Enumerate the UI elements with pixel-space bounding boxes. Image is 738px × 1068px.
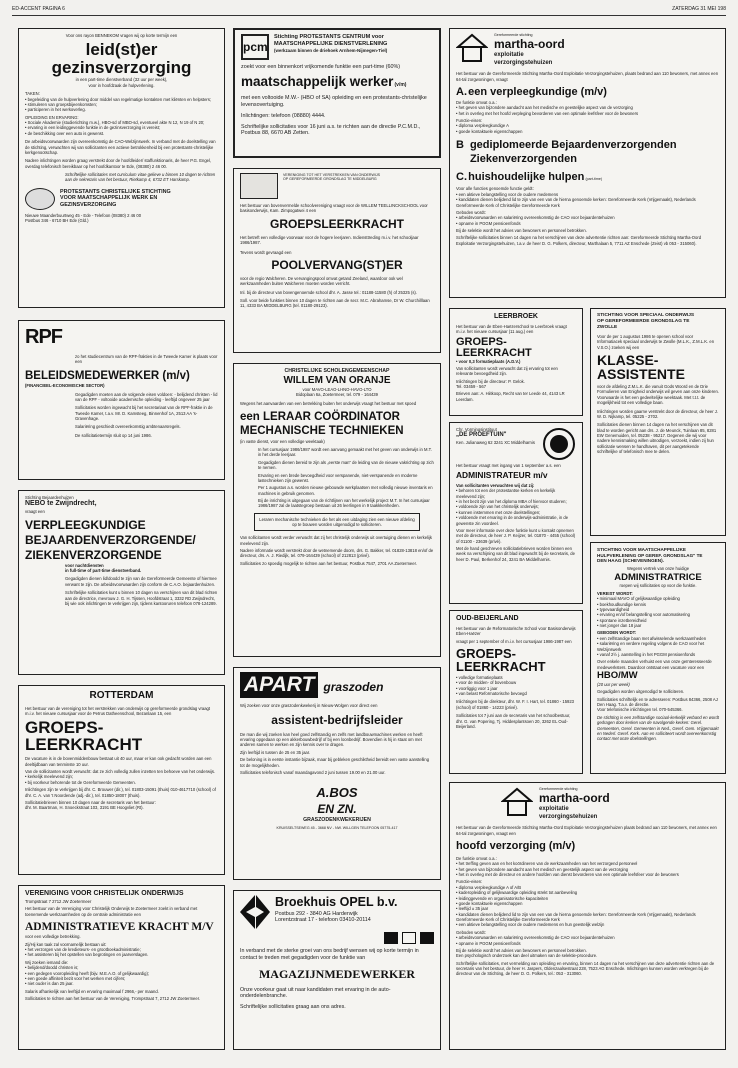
ad-paragraph: Van sollicitanten wordt verder verwacht dat zij het christelijk onderwijs uit overtuiging dienen en kerkelijk meelevend zijn. — [240, 535, 432, 546]
org-name: Gereformeerde stichting — [539, 787, 578, 791]
ad-paragraph: Geboden wordt: — [456, 209, 486, 215]
org-name-2: „DE PROEFTUIN" — [456, 432, 507, 439]
list-item: • typevaardigheid — [597, 607, 719, 612]
list-item: • arbeidsvoorwaarden en salariëring overeenkomstig de CAO voor bejaardentehuizen — [456, 935, 719, 940]
ad-paragraph: Voor alle functies genoemde functie geldt: — [456, 186, 534, 192]
ad-paragraph: Bij de selektie wordt het advies van bewoners en personeel betrokken. — [456, 228, 587, 234]
ad-paragraph: Het bestuur van de vereniging tot het verstrekken van onderwijs op gereformeerde grondslag vraagt m.i.v. het nieuwe cursusjaar voor de Petrus Datheenschool, Bezanlaan 15, een — [25, 705, 211, 716]
ad-leidster-gezinsverzorging — [18, 28, 225, 308]
ad-big: hoofd verzorging (m/v) — [456, 840, 576, 853]
org-name: Gereformeerde stichting — [494, 33, 533, 37]
list-item: • een aktieve belangstelling voor de oudere medemens — [456, 192, 719, 197]
section-sub: (part-time) — [585, 176, 603, 181]
ad-big: ADMINISTRATEUR m/v — [456, 470, 548, 481]
ad-big-suffix: (v/m) — [394, 81, 407, 88]
ad-paragraph: Sollicitaties schriftelijk en te adresseren: Postbus 84366, 2508 AJ Den Haag. T.a.v. de directie. — [597, 696, 718, 708]
ad-paragraph: Het bestuur vraagt met ingang van 1 september a.s. een — [456, 463, 561, 468]
ad-big-2: LEERKRACHT — [456, 658, 546, 674]
org-name: STICHTING VOOR MAATSCHAPPELIJKE — [597, 547, 686, 552]
ad-big: GROEPS- — [456, 645, 516, 661]
ad-title: BELEIDSMEDEWERKER (m/v) — [25, 369, 190, 382]
list-item: • kaderopleiding of gelijkwaardige opleiding strekt tot aanbeveling — [456, 890, 719, 895]
list-item: • leeftijd ± 35 jaar — [456, 906, 719, 911]
ad-paragraph: Bij de selektie wordt het advies van bewoners en personeel betrokken. — [456, 947, 587, 953]
ad-paragraph: De man die wij zoeken kan heel goed zelfstandig en zelfs met landbouwmachines werken en heeft ervaring opgedaan op een akkerbouwbedrijf of bij een loonbedrijf. Bovendien is hij in staat om met anderen samen te werken en zijn kennis over te dragen. — [240, 731, 423, 748]
ad-paragraph: voor een volledige betrekking. — [25, 934, 81, 940]
house-icon — [501, 787, 533, 817]
ad-intro: Voor ons rayon BENNEKOM vragen wij op korte termijn een — [65, 33, 178, 38]
ad-paragraph: Het bestuur van de Gereformeerde Stichting Martha-Oord Exploitatie Verzorgingstehuizen, plaats bedrand aan 110 bewoners, met annex een 64-tal zorgwoningen, vraagt — [456, 71, 719, 82]
ad-broekhuis-opel — [233, 890, 441, 1050]
ad-paragraph: Nadere informatie wordt verstrekt door de wetnemende doorn, drs. G. Bakker, tel. 01828-13818 en/of de directeur, drs. A. J. Riedijk, tel. 079-164439 (school) of 212813 (privé). — [240, 548, 434, 559]
org-name-3: exploitatie — [494, 52, 524, 59]
list-item: • diploma verpleegkundige A — [456, 123, 719, 128]
list-item: • voor 0,3 formatieplaats (A.D.V.) — [456, 359, 576, 364]
ad-paragraph: Inlichtingen zijn te verkrijgen bij dhr. C. Brouwer (dir.), tel. 01803-15091 (thuis) 010-4617710 (school) of dhr. C. A. van 't Noordende (adj.-dir.), tel. 01850-18007 (thuis). — [25, 787, 216, 798]
list-item: • opname in PGGM pensioenfonds — [456, 941, 719, 946]
section-label: GEBODEN WORDT: — [597, 630, 637, 636]
ad-oud-beijerland — [449, 610, 583, 774]
list-item: • arbeidsvoorwaarden en salariëring overeenkomstig de CAO voor bejaardentehuizen — [456, 215, 719, 220]
ad-paragraph: Nadere inlichtingen worden graag verstrekt door de hoofdleider/ staffunktionaris, de heer P.G. Engel, overdag telefonisch bereikbaar op het hoofdkantoor te Ede, (08380) 2 46 00. — [25, 158, 212, 169]
ad-paragraph: zoekt voor een binnenkort vrijkomende funktie een part-time (60%) — [241, 64, 401, 70]
ad-paragraph: Het bestuur van bovenvermelde schoolvereniging vraagt voor de WILLEM TEELLINCKSCHOOL voor basisonderwijs, Kam. Zimpogatwei 4 een — [240, 203, 428, 214]
ad-sub: (in vaste dienst, voor een volledige weektaak) — [240, 438, 325, 444]
org-address-2: Lorentzstraat 17 - telefoon 03410-20114 — [275, 917, 371, 924]
ad-paragraph: De beloning is in eerste instantie bijzaak, maar bij gebleken geschiktheid bereidt een vaste aanstelling tot de mogelijkheden. — [240, 757, 430, 768]
ad-title: ROTTERDAM — [89, 690, 154, 701]
list-item: • diploma verpleegkundige A of A/B — [456, 885, 719, 890]
ad-paragraph: Sollicitaties worden ingewacht bij het secretariaat van de RPF-fraktie in de Tweede Kamer, t.a.v. Mr. D. Kamsteeg, Binnenhof 1A, 2513 AA 's-Gravenhage. — [75, 405, 213, 421]
list-item: • boekhoudkundige kennis — [597, 602, 719, 607]
ad-vvo-middelburg — [233, 168, 441, 353]
ad-paragraph: Met de hand geschreven sollicitatiebrieven worden binnen een week na verschijning van dit blad ingewacht bij de secretaris, de heer D. Paul, Berkenhof 24, 3241 BA Middelharnis. — [456, 546, 575, 562]
list-item: • goede kontaktuele eigenschappen — [456, 129, 719, 134]
ad-paragraph: Gegadigden dienen bereid te zijn als „eerste man" de leiding van de nieuwe vakrichting op zich te nemen. — [258, 459, 434, 471]
list-item: • van belast Reformatorische bevoegd — [456, 691, 576, 696]
ad-paragraph: Zij/Hij kan taak zal voornamelijk bestaan uit: — [25, 941, 107, 947]
list-item: • volledige formatieplaats — [456, 675, 576, 680]
list-item: • leidinggevende en organisatorische kapaciteiten — [456, 896, 719, 901]
vvo-logo — [240, 173, 278, 199]
ad-paragraph: Wegens vertrek van onze huidige — [626, 566, 690, 572]
taken-item: • begeleiding van de hulpverlening door middel van regelmatige kontakten met kliënten en helpsters; — [25, 97, 218, 102]
house-icon — [456, 33, 488, 63]
ad-paragraph: Sollicitatiebrieven binnen 10 dagen naar de secretaris van het bestuur: — [25, 799, 156, 805]
ad-paragraph: Sollicitaties dienen binnen 14 dagen na het verschijnen van dit blad te worden gericht aan drs. J. de Meunck, Tuinlaan 85, 8281 EW Genemuiden, tel. 05238 - 95217. Degenen die wij voor nadere kennismaking willen uitnodigen, verzoekt, indien zij hun sollicitatie wensen te handhaven, dit per aangetekende schriftelijke of telefonisch mee te delen. — [597, 422, 717, 455]
ad-vco-zoetermeer — [18, 885, 225, 1050]
ad-paragraph: Sollicitaties zo spoedig mogelijk te richten aan het bestuur, Postbus 7547, 2701 AA Zoetermeer. — [240, 560, 417, 566]
ad-paragraph: De sollicitatietermijn sluit op 14 juni 1986. — [75, 432, 152, 438]
ad-pcm — [233, 28, 441, 158]
list-item: • het in overleg met het hoofd verpleging bevorderen van een optimale leefsfeer voor de bewoners — [456, 111, 719, 116]
ad-paragraph: Voor telefonische inlichtingen tel. 070-545366. — [597, 707, 683, 713]
ad-paragraph: In verband met de sterke groei van ons bedrijf wensen wij op korte termijn in contact te treden met gegadigden voor de funktie van — [240, 948, 419, 961]
list-item: • een aktieve belangstelling voor de oudere medemens en hun geestelijk welzijn — [456, 922, 719, 927]
pcm-logo: pcm — [241, 34, 269, 60]
org-name-2: HULPVERLENING OP GEREF. GRONDSLAG" TE — [597, 552, 703, 558]
section-title: huishoudelijke hulpen — [468, 170, 585, 183]
opl-item: • de beschikking over een auto is gewenst. — [25, 131, 218, 136]
ad-big: ADMINISTRATRICE — [614, 571, 702, 583]
ad-paragraph: Schriftelijke sollicitaties met curriculum vitae gelieve u binnen 10 dagen te richten aan de sekretaris van het bestuur, Rietkamp 4, 6732 ET Harskamp. — [65, 172, 216, 183]
org-name-3: ZWOLLE — [597, 324, 618, 330]
org-name: Chr. Vormingsinstituut — [456, 427, 497, 432]
opl-label: OPLEIDING EN ERVARING: — [25, 114, 79, 120]
ad-big-2: LEERKRACHT — [25, 735, 143, 755]
proeftuin-logo — [542, 427, 576, 461]
ad-paragraph: Salaris afhankelijk van leeftijd en ervaring maximaal f 2966,- per maand. — [25, 988, 159, 994]
ad-paragraph: Brieven aan: A. Hiitkoop, Recht van ter Leede 44, 4143 LR Leerdam. — [456, 391, 565, 402]
list-item: • het geven van bijzondere aandacht aan het medisch en geestelijk aspect van de verzorging — [456, 867, 719, 872]
org-name: VERENIGING TOT HET VERSTREKKEN VAN ONDERWIJS — [283, 173, 381, 177]
org-name-3: exploitatie — [539, 806, 569, 813]
ad-paragraph: Schriftelijke sollicitaties kunt u binnen 10 dagen na verschijnen van dit blad richten aan de directrice, mevrouw J. G. H. Tijssen, Hoofdstraat 1, 3332 RD Zwijndrecht, bij wie ook inlichtingen te verkrijgen zijn, tijdens kantooruren telefoon 078-124289. — [65, 590, 218, 606]
ad-paragraph: Voor de per 1 augustus 1986 te openen school voor Informatiacek speciaal onderwijs te Zwolle (M.L.K., Z.M.L.K. en V.S.O.) zoeken wij een — [597, 333, 715, 350]
ad-paragraph: Het betreft een volledige voorwaar voor de hogere leerjaren. Indiensttreding m.i.v. het schooljaar 1986/1987. — [240, 234, 419, 246]
list-item: • ervaring en/of belangstelling voor automatisering — [597, 612, 719, 617]
ad-leerbroek — [449, 308, 583, 416]
ad-paragraph: vraagt per 1 september of m.i.v. het cursusjaar 1986-1987 een — [456, 638, 572, 644]
taken-item: • participeren in het werkoverleg. — [25, 107, 218, 112]
ad-paragraph: Inlichtingen worden gaarne verstrekt door de directeur, de heer J. W. D. Nijkamp, tel. 05225 - 2702. — [597, 408, 719, 419]
section-label: VEREIST WORDT: — [597, 590, 633, 596]
list-item: • voldoende met ervaring in de onderwijs-administratie, in de gewenste zin voordeel. — [456, 515, 576, 526]
ad-title: LEERBROEK — [494, 313, 538, 320]
ad-paragraph: Schriftelijke sollicitaties binnen 14 dagen na het verschijnen van deze advertentie richten aan: Gereformeerde Stichting Martha-Oord Exploitatie Verzorgingstehuizen, t.a.v. de heer D. G. Polkers, directeur, Marthalaan 5, 7711 AZ Enschede (Zeist) vb 053 - 315060). — [456, 235, 702, 246]
ad-big: maatschappelijk werker — [241, 73, 394, 89]
ad-big-2: POOLVERVANG(ST)ER — [271, 257, 403, 272]
ad-apart-graszoden — [233, 667, 441, 880]
list-item: • salariëring en verdere regeling volgens de CAO voor het Welzijnswerk — [597, 641, 719, 652]
ad-paragraph: Wij zoeken voor onze graszodenkwekerij in Nieuw-Wolgen voor direct een — [240, 703, 378, 709]
list-item: • opname in PGGM pensioenfonds — [456, 221, 719, 226]
ad-paragraph: In het cursusjaar 1986/1987 wordt een aanvang gemaakt met het geven van onderwijs in M.T. in het derde leerjaar. — [258, 447, 432, 458]
ad-paragraph: Van sollicitanten verwachten wij dat zij: — [456, 482, 535, 488]
org-name-2: NEBO te Zwijndrecht, — [25, 500, 97, 508]
ad-paragraph: Van sollicitanten wordt verwacht dat zij ervaring tot een relevante bevoegdheid zijn. — [456, 365, 558, 377]
ad-big-2: LEERKRACHT — [456, 346, 532, 359]
rpf-logo: RPF — [25, 326, 62, 348]
ad-big: assistent-bedrijfsleider — [271, 712, 403, 727]
org-name-2: VOOR MAATSCHAPPELIJK WERK EN — [60, 195, 158, 202]
ad-big: GROEPS- — [25, 718, 104, 738]
ad-paragraph: Wegens het aanvaarden van een betrekking buiten het onderwijs vraagt het bestuur met spoed — [240, 400, 417, 406]
page-header — [12, 6, 726, 16]
ad-title: leid(st)er — [85, 40, 158, 60]
ad-paragraph: Wij zoeken iemand die: — [25, 959, 69, 965]
ad-paragraph: Inlichtingen: telefoon (08880) 4444. — [241, 112, 326, 119]
org-name-4: verzorgingstehuizen — [539, 813, 598, 820]
ad-paragraph: De funktie omvat o.a.: — [456, 855, 497, 861]
ad-paragraph: Inlichtingen bij de directeur: P. Gelok. — [456, 378, 525, 384]
list-item: • voldoende zijn van het christelijk onderwijs; — [456, 504, 576, 509]
org-name-2: WILLEM VAN ORANJE — [283, 374, 391, 386]
ad-title: OUD-BEIJERLAND — [456, 615, 519, 622]
ad-big-2: ASSISTENTE — [597, 366, 685, 383]
list-item: • het verzorgen van de kredieteurs- en grootboekadministratie; — [25, 947, 218, 952]
opl-item: • Sociale Akademie (studierichting m.w.), HBO-sd of MBO-sd, eventueel akte N 12, N 19 of N 20; — [25, 120, 218, 125]
ad-highlight-box: Leraren mechanische technieken die het als een uitdaging zien een nieuwe afdeling op te bouwen worden uitgenodigd te solliciteren. — [254, 513, 420, 532]
header-left: ED-ACCENT PAGINA 6 — [12, 6, 65, 12]
ad-big: GROEPSLEERKRACHT — [269, 216, 404, 231]
bos-logo: A.BOS — [316, 785, 358, 801]
ad-paragraph: Functie-eisen: — [456, 879, 483, 885]
ad-paragraph: Per 1 augustus a.s. worden nieuwe gebouwde werkplaatsen met volledig nieuwe inventaris en machines in gebruik genomen. — [258, 485, 433, 496]
ad-paragraph: De stichting is een zelfstandige sociaal-kerkelijk verband en wordt gedragen door kerken van de navolgende kerken: Gerel. Gemeenten, Gerel. Gemeenten in Ned., Geref. Gem. Vrijgemaakt en Nederl. Geref. Kerk. Aan en solliciteert wordt overeenkomstig contact met onze doelstellingen. — [597, 714, 719, 742]
list-item: • bij voorkeur behorende tot de Gereformeerde Gemeenten. — [25, 780, 218, 785]
ad-paragraph: Het bestuur van de Reformatorische School voor Basisonderwijs Eben-Haëzer — [456, 625, 576, 637]
org-address: Bidoplaan 6a, Zoetermeer, tel. 079 - 164439 — [296, 392, 378, 398]
ad-zwolle — [590, 308, 726, 536]
list-item: • het in overleg met de directeur en andere hoofden van dienst bevorderen van een optimale leefsfeer voor de bewoners — [456, 872, 719, 877]
ad-big: een LERAAR COÖRDINATOR — [240, 410, 400, 423]
ad-paragraph: Van de sollicitanten wordt verwacht: dat ze zich volledig zullen inzetten ten behoeve van het onderwijs. — [25, 769, 216, 774]
list-item: • minimaal MAVO of gelijkwaardige opleiding — [597, 596, 719, 601]
org-address-2: Postbus 346 - 6710 BH Ede (Gld.) — [25, 218, 89, 224]
list-item: • niet ouder is dan 25 jaar. — [25, 981, 218, 986]
ad-line: vraagt een — [25, 509, 45, 515]
org-name: Stichting PROTESTANTS CENTRUM voor — [274, 34, 384, 40]
ad-scheveningen — [590, 542, 726, 774]
list-item: • het assisteren bij het opstellen van begrotingen en jaarverslagen. — [25, 952, 218, 957]
org-name-3: (werkzaam binnen de driehoek Arnhem-Nijmegen-Tiel) — [274, 47, 388, 53]
ad-paragraph: Functie-eisen: — [456, 118, 483, 124]
org-name-4: verzorgingstehuizen — [494, 59, 553, 66]
list-item: • spontane inzetbereidheid — [597, 618, 719, 623]
ad-proeftuin — [449, 422, 583, 604]
ad-paragraph: Inlichtingen bij de direkteur, dhr. W. F. I. Hart, tel. 01860 - 15923 (school) of 01860 - 14223 (privé). — [456, 699, 575, 710]
list-item: • het treffing geven aan en het koördineren van de werkzaamheden van het verzorgend personeel — [456, 861, 719, 866]
list-item: • kerkelijk meelevend zijn; — [25, 774, 218, 779]
ad-paragraph: Onze voorkeur gaat uit naar kandidaten met ervaring in de auto-onderdelenbranche. — [240, 986, 391, 1000]
list-item: • een gedegen vooropleiding heeft (bijv. M.E.A.O. of gelijkwaardig); — [25, 971, 218, 976]
list-item: • belijdend/doodd christen is; — [25, 965, 218, 970]
org-name: CHRISTELIJKE SCHOLENGEMEENSCHAP — [284, 368, 390, 374]
ad-paragraph: Sollicitaties tot 7 juni aan de secretaris van het schoolbestuur, dhr. G. van Popering, Tj. Hiddesplantsoen 20, 3262 EL Oud-Beijerland. — [456, 713, 571, 729]
ad-paragraph: Gegadigden worden uitgenodigd te solliciteren. — [597, 689, 685, 695]
taken-label: TAKEN: — [25, 91, 40, 97]
ad-paragraph: Het bestuur van de Gereformeerde Stichting Martha-Oord Exploitatie Verzorgingstehuizen plaats bedrand aan 110 bewoners, met annex een 64-tal zorgwoningen, vraagt een — [456, 825, 717, 836]
ad-sub-2: voor in hoofdzaak de hulpverlening. — [88, 82, 155, 88]
ad-rpf — [18, 320, 225, 480]
org-name-2: OP GEREFORMEERDE GRONDSLAG TE MIDDELBURG — [283, 177, 377, 182]
ad-paragraph: Voor meer informatie over deze funktie kunt u kontakt opnemen met de directeur, de heer J. P. Keijzer, tel. 01870 - 4455 (school) of 01100 - 23639 (privé). — [456, 527, 576, 544]
org-name-3: voor MAVO-LEAO-LHNO-HAVO-LTO — [302, 387, 372, 392]
list-item: • kandidaten dienen belijdend lid te zijn van een van de hierna genoemde kerken: Gereformeerde Kerk (Vrijgemaakt), Nederlands Gereformeerde Kerk of Christelijke Gereformeerde Kerk — [456, 912, 719, 923]
opel-logo — [240, 895, 270, 929]
ad-paragraph: Het bestuur van de Vereniging voor Christelijk Onderwijs te Zoetermeer zoekt in verband met toenemende werkzaamheden op de centrale administratie een — [25, 906, 198, 917]
list-item: • vanaf 2½ j. aanstelling in het PGGM pensioenfonds — [597, 652, 719, 657]
list-item: • kandidaten dienen belijdend lid te zijn van een van de hierna genoemde kerken: Gereformeerde Kerk (Vrijgemaakt), Nederlands Gereformeerde Kerk of Christelijke Gereformeerde Kerk — [456, 197, 719, 208]
list-item: • een zelfstandige baan met afwisselende werkzaamheden — [597, 636, 719, 641]
list-item: • voorliggig voor 1 jaar — [456, 686, 576, 691]
ad-sub: in een part-time dienstverband (32 uur per week), — [75, 77, 168, 83]
ad-title-2: gezinsverzorging — [51, 58, 192, 78]
ad-rotterdam — [18, 685, 225, 875]
ad-paragraph: Tevens wordt gevraagd een — [240, 249, 292, 255]
ad-sub-2: in full-time of part-time dienstverband. — [65, 568, 142, 574]
ad-nebo — [18, 490, 225, 675]
section-label: A. — [456, 86, 467, 99]
brand-badge-icon — [402, 932, 416, 944]
ad-big: ADMINISTRATIEVE KRACHT M/V — [25, 920, 214, 933]
opl-item: • ervaring in een leidinggevende funktie in de gezinsverzorging is vereist; — [25, 125, 218, 130]
org-address: Ken. Julianaweg 62 3241 XC Middelharnis — [456, 440, 535, 446]
org-name-2: martha-oord — [494, 37, 565, 52]
header-right: ZATERDAG 31 MEI 198 — [672, 6, 726, 12]
ad-paragraph: Soll. voor beide funkties binnen 10 dagen te richten aan de secr. M.C. Abrahamse, Dr W. Churchilllaan 11, 4333 BA MIDDELBURG (tel. 01180-29123). — [240, 298, 430, 309]
ad-paragraph: De funktie omvat o.a.: — [456, 99, 497, 105]
ad-title: VERENIGING VOOR CHRISTELIJK ONDERWIJS — [25, 890, 184, 897]
ad-paragraph: De vacature is in de bovenmiddenbouw bestaat uit 40 uur, maar er kan ook gedacht worden aan een deeltijdbaan van tenminste 10 uur. — [25, 756, 212, 767]
ad-title-2: BEJAARDENVERZORGENDE/ — [25, 532, 196, 547]
brand-badge-icon — [384, 932, 398, 944]
section-title: gediplomeerde Bejaardenverzorgenden — [469, 139, 677, 152]
org-address: KRUISSELTSEWEG 45 - 3668 NV - NW. WILLGEN TELEFOON 05775-417 — [276, 826, 398, 830]
ad-paragraph: Schriftelijke sollicitaties voor 16 juni a.s. te richten aan de directie P.C.M.D., Postbus 88, 6670 AB Zetten. — [241, 123, 421, 137]
ad-title: VERPLEEGKUNDIGE — [25, 517, 146, 532]
ad-big-2: HBO/MW — [597, 670, 638, 682]
ad-sub: voor nachtdiensten — [65, 562, 104, 568]
ad-big: MAGAZIJNMEDEWERKER — [258, 966, 415, 981]
ad-willem-van-oranje — [233, 363, 441, 657]
ad-martha-oord-1 — [449, 28, 726, 298]
list-item: • voor de midden- of bovenbouw — [456, 680, 576, 685]
org-name-2: martha-oord — [539, 791, 610, 806]
ad-title-3: ZIEKENVERZORGENDE — [25, 547, 162, 562]
list-item: • niet jonger dan 18 jaar — [597, 623, 719, 628]
ad-paragraph: Sollicitaties telefonisch vanaf maandagavond 2 juni tussen 19.00 en 21.00 uur. — [240, 769, 386, 775]
ad-paragraph: De arbeidsvoorwaarden zijn overeenkomstig de CAO-Welzijnswerk. In verband met de doelstelling van de stichting, verwachten wij van sollicitanten een actieve betrokkenheid bij een protestants-christelijke kerkgenootschap. — [25, 139, 216, 155]
org-name: Stichting Bejaardenhuizen — [25, 495, 74, 500]
ad-paragraph: Inl. bij de directeur van bovengenoemde school dhr. A. Jasse tel.: 01188-11580 (h) of 25325 (s). — [240, 289, 417, 295]
ad-paragraph: Gegadigden moeten aan de volgende eisen voldoen: - belijdend christen - lid van de RPF - voltooide academische opleiding - leeftijd ongeveer 25 jaar — [75, 391, 218, 402]
section-title: een verpleegkundige (m/v) — [468, 86, 607, 99]
ad-big-2: MECHANISCHE TECHNIEKEN — [240, 425, 404, 438]
ad-sub: (FINANCIEEL-ECONOMISCHE SECTOR) — [25, 383, 105, 389]
list-item: • kunnen instemmen met onze doelstellingen; — [456, 510, 576, 515]
org-address: Trompstraat 7 2712 JW Zoetermeer — [25, 898, 92, 904]
ad-paragraph: roepen wij sollicitaties op voor die funktie. — [619, 583, 697, 589]
list-item: • in het bezit zijn van het diploma MBA of hiervoor studeren; — [456, 499, 576, 504]
apart-logo-2: graszoden — [323, 680, 384, 694]
taken-item: • stimuleren van groepsbijeenkomsten; — [25, 102, 218, 107]
org-name-3: GEZINSVERZORGING — [60, 202, 117, 209]
bos-logo-3: GRASZODENKWEKERIJEN — [303, 816, 371, 823]
ad-paragraph: dhr. M. Baartman, H. Snoeckstraat 103, 3191 BE Hoogvliet (Rt). — [25, 805, 144, 811]
ad-big: GROEPS- — [456, 335, 507, 348]
section-label: B — [456, 139, 464, 152]
apart-logo: APART — [240, 672, 318, 698]
ad-intro: zo het studiecentrum van de RPF-frakties in de Tweede Kamer is plaats voor een — [75, 354, 218, 365]
section-title-2: Ziekenverzorgenden — [469, 152, 577, 165]
ad-paragraph: Sollicitaties te richten aan het bestuur van de Vereniging, Trompstraat 7, 2712 JW Zoetermeer. — [25, 996, 201, 1001]
ad-title: Broekhuis OPEL b.v. — [275, 895, 398, 909]
org-name-3: DEN HAAG (SCHEVENINGEN). — [597, 558, 664, 564]
ad-paragraph: Ervaring en een brede bevoegdheid voor verspanende, niet-verspanende en moderne lastechnieken zijn gewenst. — [258, 472, 418, 483]
org-name-2: MAATSCHAPPELIJKE DIENSTVERLENING — [274, 40, 388, 47]
bos-logo-2: EN ZN. — [317, 801, 357, 816]
ad-paragraph: Bij de inrichting is uitgegaan van de richtlijnen van het werkelijk project M.T. In het cursusjaar 1986/1987 zal de laatstegroep bestaan uit 26 leerlingen in 9 taakkkenheden. — [258, 498, 430, 509]
ad-paragraph: Schriftelijke sollicitaties graag aan ons adres. — [240, 1004, 346, 1011]
ad-paragraph: Een psychologisch onderzoek kan deel uitmaken van de selektie-procedure. — [456, 953, 598, 959]
brand-badge-icon — [420, 932, 434, 944]
org-name: STICHTING VOOR SPECIAAL ONDERWIJS — [597, 313, 695, 318]
ad-paragraph: Schriftelijke sollicitaties, met vermelding van opleiding en ervaring, binnen 14 dagen na het verschijnen van deze advertentie richten aan de secretaris van het bestuur, de heer H. Jaspers, Oldenzaalsestraat 228, 7523 AG Enschede. Inlichtingen kunnen worden verkregen bij de directeur van de Stichting, de heer D. G. Polkers, tel.: 053 - 313060. — [456, 960, 715, 977]
ad-paragraph: Tel. 03459 - 567 — [456, 384, 487, 389]
ad-paragraph: Zijn leeftijd is tussen de 25 en 35 jaar. — [240, 749, 311, 755]
list-item: • een goede affiniteit bezit voor het werken met cijfers; — [25, 976, 218, 981]
ad-paragraph: Over enkele maanden verhuist een van onze geïnteresseerde medewerksters. Daardoor ontstaat een vacature voor een — [597, 659, 712, 670]
ad-paragraph: Het bestuur van de Eben-Haëzerschool te Leerbroek vraagt m.i.v. het nieuwe cursusjaar (11 aug.) een — [456, 323, 567, 335]
ad-paragraph: Gegadigden dienen lid/doodd te zijn van de Gereformeerde Gemeente of hiermee verwant te zijn. De arbeidsvoorwaarden zijn conform de C.A.O. bejaardenhuizen. — [65, 576, 217, 587]
ad-big: KLASSE- — [597, 352, 659, 369]
org-address: Postbus 292 - 3840 AG Harderwijk — [275, 910, 358, 917]
list-item: • goede kontaktuele eigenschappen — [456, 901, 719, 906]
ad-martha-oord-2 — [449, 782, 726, 1050]
ad-paragraph: voor de regio Walcheren. De vervangingspool omvat getand Zeeland, waardoor ook wel werkzaamheden buiten Walcheren moeten worden verricht. — [240, 275, 403, 287]
org-name-2: OP GEREFORMEERDE GRONDSLAG TE — [597, 318, 690, 324]
list-item: • behoren tot een der protestantse kerken en kerkelijk meelevend zijn; — [456, 488, 576, 499]
ad-paragraph: voor de afdeling Z.M.L.K. die vanuit Gods Woord en de Drie Formulieren van Enigheid onderwijs wil geven aan onze kinderen. Voorwaarde is het een gedeeltelijke weektaak. Met t.t.t. de mogelijkheid tot een volledige baan. — [597, 384, 719, 406]
section-label: C. — [456, 170, 467, 183]
org-logo — [25, 188, 55, 210]
ad-sub: (20 uur per week) — [597, 681, 630, 687]
ad-paragraph: Geboden wordt: — [456, 929, 486, 935]
org-address: Nieuwe Maanderbuurtweg 45 - Ede - Telefoon (08380) 2 46 00 — [25, 212, 142, 218]
list-item: • het geven van bijzondere aandacht aan het medische en geestelijke aspect van de verzorging — [456, 105, 719, 110]
ad-paragraph: Salariëring geschiedt overeenkomstig ambtenaarsregels. — [75, 424, 181, 430]
org-name: PROTESTANTS CHRISTELIJKE STICHTING — [60, 188, 171, 195]
ad-paragraph: met een voltooide M.W.- (HBO of SA) opleiding en een protestants-christelijke levensovertuiging. — [241, 94, 427, 108]
